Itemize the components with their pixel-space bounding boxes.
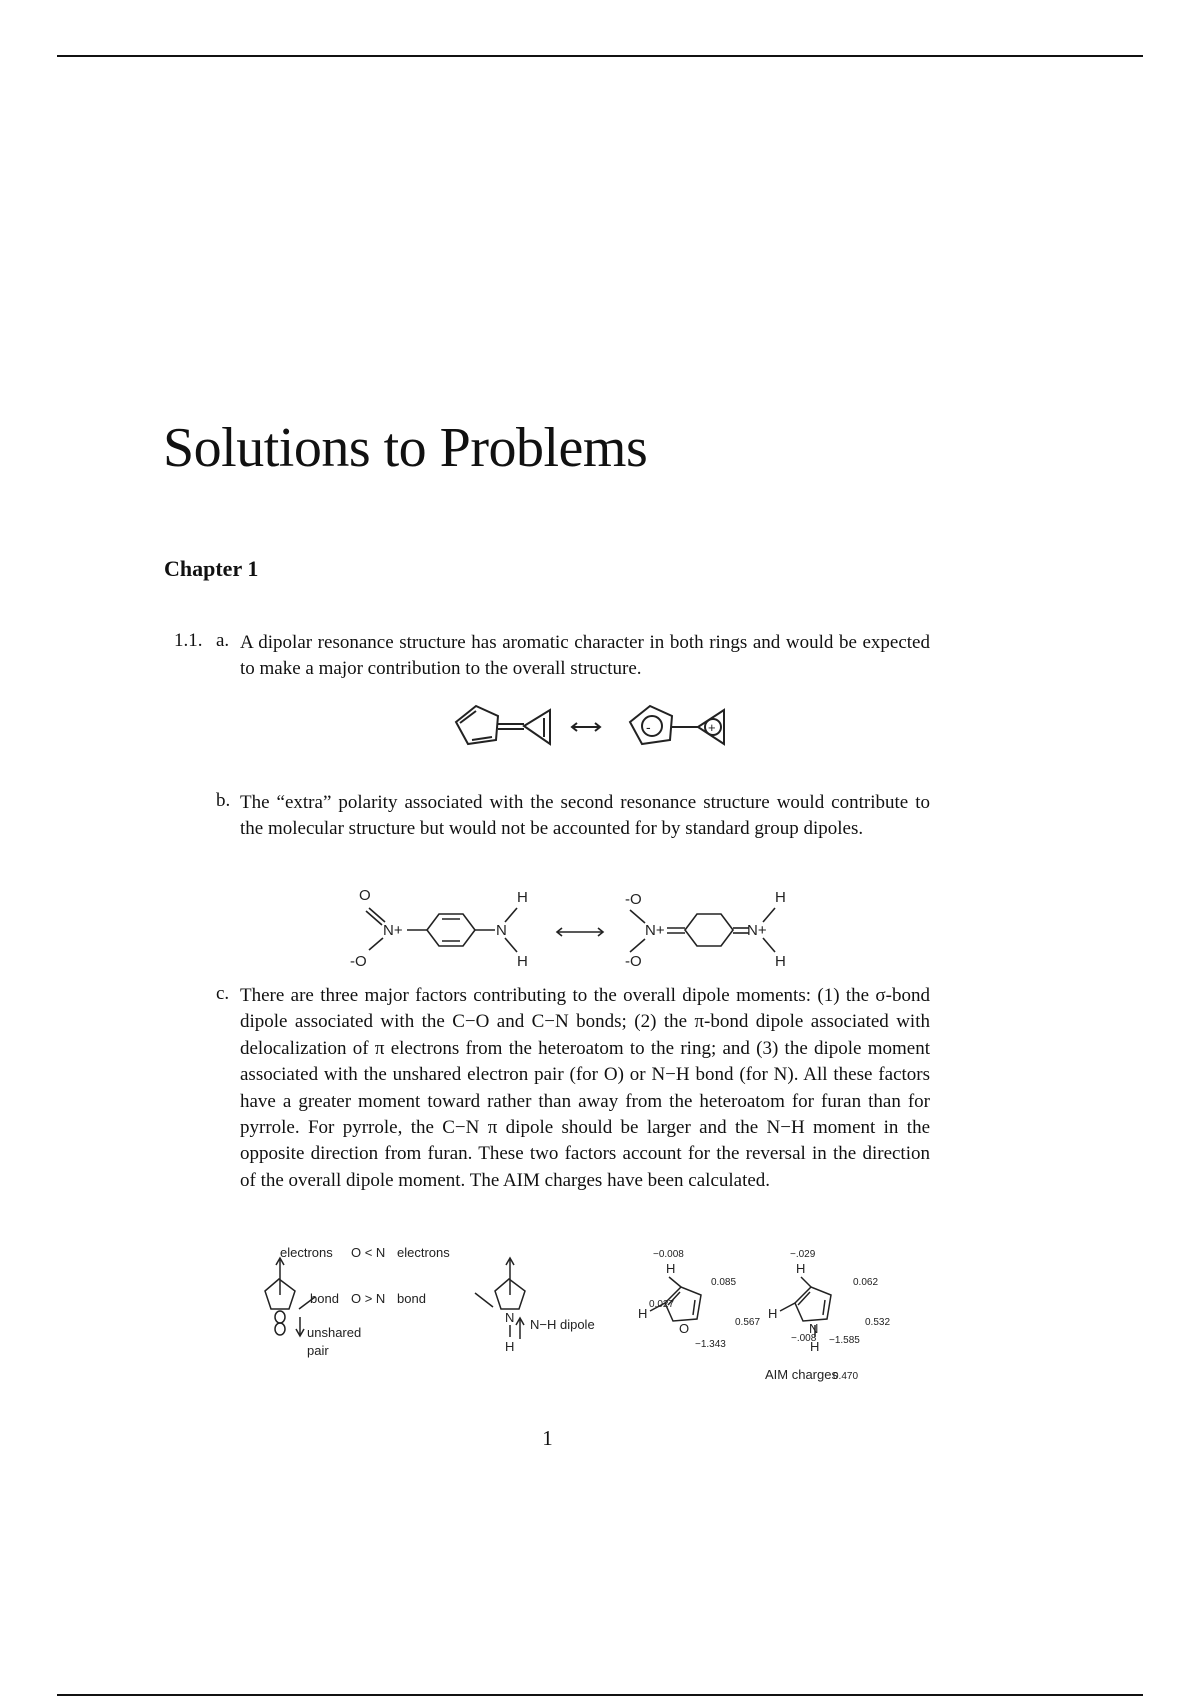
bond-label: bond xyxy=(310,1291,339,1306)
iminium-nitrogen-label: N+ xyxy=(747,922,767,939)
charge-value: 0.532 xyxy=(865,1317,891,1328)
problem-number: 1.1. xyxy=(174,630,203,651)
hydrogen-atom-label: H xyxy=(768,1306,778,1321)
amine-nitrogen-label: N xyxy=(496,922,507,939)
hydrogen-label: H xyxy=(775,953,786,970)
hydrogen-label: H xyxy=(517,953,528,970)
nitrogen-plus-label: N+ xyxy=(645,922,665,939)
charge-value: 0.027 xyxy=(649,1299,675,1310)
page-title: Solutions to Problems xyxy=(163,417,648,479)
item-b-text: The “extra” polarity associated with the second resonance structure would contribute to the molecular structure but would not be accounted for by standard group dipoles. xyxy=(240,792,930,840)
hydrogen-atom-label: H xyxy=(505,1339,515,1354)
item-a-text: A dipolar resonance structure has aromatic character in both rings and would be expected to make a major contribution to the overall structure. xyxy=(240,632,930,680)
unshared-label: unshared xyxy=(307,1325,362,1340)
charge-value: −.029 xyxy=(790,1249,816,1260)
oxygen-minus-label: -O xyxy=(625,891,642,908)
charge-value: 0.085 xyxy=(711,1277,737,1288)
aim-charges-label: AIM charges xyxy=(765,1367,838,1382)
furan-oxygen-label: O xyxy=(679,1321,690,1336)
charge-value: 0.567 xyxy=(735,1317,761,1328)
item-b-letter: b. xyxy=(216,790,231,811)
item-c-letter: c. xyxy=(216,983,230,1004)
chapter-heading: Chapter 1 xyxy=(164,556,259,581)
resonance-figure-a xyxy=(440,690,740,770)
electrons-label: electrons xyxy=(397,1245,450,1260)
hydrogen-label: H xyxy=(517,889,528,906)
nh-dipole-label: N−H dipole xyxy=(530,1317,595,1332)
comparison-label: O > N xyxy=(351,1291,386,1306)
bottom-rule xyxy=(57,1694,1143,1696)
charge-value: −.008 xyxy=(791,1333,817,1344)
oxygen-minus-label: -O xyxy=(350,953,367,970)
electrons-label: electrons xyxy=(280,1245,333,1260)
pair-label: pair xyxy=(307,1343,329,1358)
pyrrole-ring xyxy=(795,1287,831,1321)
charge-value: −1.343 xyxy=(695,1339,726,1350)
charge-value: 0.470 xyxy=(833,1371,859,1382)
page-number: 1 xyxy=(542,1426,553,1450)
oxygen-minus-label: -O xyxy=(625,953,642,970)
nitrogen-atom-label: N xyxy=(505,1310,515,1325)
comparison-label: O < N xyxy=(351,1245,386,1260)
charge-value: −0.008 xyxy=(653,1249,684,1260)
hydrogen-atom-label: H xyxy=(810,1339,820,1354)
hydrogen-atom-label: H xyxy=(638,1306,648,1321)
dipole-figure-c xyxy=(255,1245,915,1405)
charge-value: 0.062 xyxy=(853,1277,879,1288)
hydrogen-atom-label: H xyxy=(796,1261,806,1276)
top-rule xyxy=(57,55,1143,57)
oxygen-label: O xyxy=(359,887,371,904)
bond-label: bond xyxy=(397,1291,426,1306)
nitrogen-plus-label: N+ xyxy=(383,922,403,939)
resonance-figure-b xyxy=(345,880,835,980)
hydrogen-label: H xyxy=(775,889,786,906)
item-a-letter: a. xyxy=(216,630,230,651)
cyclopropene-ring xyxy=(524,710,550,744)
hydrogen-atom-label: H xyxy=(666,1261,676,1276)
charge-value: −1.585 xyxy=(829,1335,860,1346)
svg-text:+: + xyxy=(708,720,716,735)
item-c-text: There are three major factors contributing to the overall dipole moments: (1) the σ-bond dipole associated with the C−O and C−N bonds; (2) the π-bond dipole associated with delocalization of π electrons from the heteroatom to the ring; and (3) the dipole moment associated with the unshared electron pair (for O) or N−H bond (for N). All these factors have a greater moment toward rather than away from the heteroatom for furan than for pyrrole. For pyrrole, the C−N π dipole should be larger and the N−H moment in the opposite direction from furan. These two factors account for the reversal in the direction of the overall dipole moment. The AIM charges have been calculated. xyxy=(240,985,930,1191)
svg-text:-: - xyxy=(646,719,651,735)
quinoid-ring-right xyxy=(685,914,733,946)
pyrrole-nitrogen-label: N xyxy=(809,1321,819,1336)
